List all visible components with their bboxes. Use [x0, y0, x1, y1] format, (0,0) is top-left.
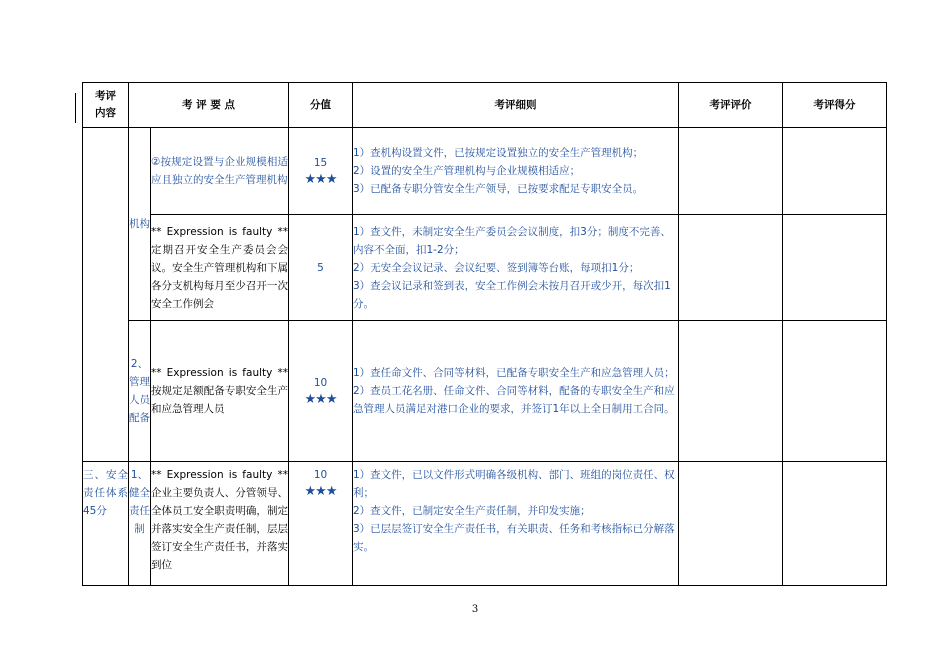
evaluation-table [82, 82, 887, 586]
detail-cell [353, 215, 679, 321]
detail-cell [353, 462, 679, 586]
detail-line: 1）查文件，未制定安全生产委员会会议制度，扣3分；制度不完善、内容不全面，扣1-2分； [353, 225, 671, 256]
table-row [83, 128, 887, 215]
table-row [83, 321, 887, 462]
result-cell[interactable] [783, 215, 887, 321]
header-score: 分值 [289, 83, 353, 128]
result-cell[interactable] [783, 321, 887, 462]
header-evaluation: 考评评价 [679, 83, 783, 128]
score-value: 10 [313, 377, 328, 389]
detail-line: 3）已配备专职分管安全生产领导，已按要求配足专职安全员。 [353, 183, 644, 195]
detail-line: 2）查文件，已制定安全生产责任制，并印发实施； [353, 505, 591, 517]
star-rating: ★★★ [304, 392, 337, 407]
result-cell[interactable] [783, 128, 887, 215]
detail-line: 3）已层层签订安全生产责任书，有关职责、任务和考核指标已分解落实。 [353, 523, 675, 553]
evaluation-point: ** Expression is faulty **按规定足额配备专职安全生产和应急管理人员 [151, 321, 289, 462]
detail-line: 2）查员工花名册、任命文件、合同等材料，配备的专职安全生产和应急管理人员满足对港口企业的要求，并签订1年以上全日制用工合同。 [353, 385, 675, 415]
star-rating: ★★★ [304, 172, 337, 187]
category-cell-empty [83, 128, 129, 462]
sub-item-label: 1、健全责任制 [129, 462, 151, 586]
score-value: 5 [317, 261, 324, 274]
header-content: 考评内容 [83, 83, 129, 128]
score-cell [289, 128, 353, 215]
detail-line: 1）查机构设置文件，已按规定设置独立的安全生产管理机构； [353, 147, 644, 159]
detail-cell [353, 128, 679, 215]
detail-line: 3）查会议记录和签到表，安全工作例会未按月召开或少开，每次扣1分。 [353, 279, 671, 310]
evaluation-cell[interactable] [679, 462, 783, 586]
star-rating: ★★★ [304, 484, 337, 499]
header-details: 考评细则 [353, 83, 679, 128]
category-label: 三、安全责任体系45分 [83, 462, 129, 586]
sub-item-label: 2、管理人员配备 [129, 321, 151, 462]
score-cell [289, 462, 353, 586]
score-value: 15 [313, 157, 328, 169]
detail-line: 2）设置的安全生产管理机构与企业规模相适应； [353, 165, 581, 177]
score-cell [289, 321, 353, 462]
evaluation-point: ** Expression is faulty **企业主要负责人、分管领导、全体员工安全职责明确，制定并落实安全生产责任制，层层签订安全生产责任书，并落实到位 [151, 462, 289, 586]
margin-mark [75, 93, 76, 123]
evaluation-cell[interactable] [679, 128, 783, 215]
detail-line: 2）无安全会议记录、会议纪要、签到簿等台账，每项扣1分； [353, 261, 640, 274]
table-row [83, 215, 887, 321]
sub-item-label: 机构 [129, 128, 151, 321]
score-cell [289, 215, 353, 321]
table-row [83, 462, 887, 586]
detail-line: 1）查文件，已以文件形式明确各级机构、部门、班组的岗位责任、权利； [353, 469, 675, 499]
evaluation-cell[interactable] [679, 321, 783, 462]
detail-line: 1）查任命文件、合同等材料，已配备专职安全生产和应急管理人员； [353, 367, 675, 379]
evaluation-point: ** Expression is faulty **定期召开安全生产委员会会议。安全生产管理机构和下属各分支机构每月至少召开一次安全工作例会 [151, 215, 289, 321]
table-header-row [83, 83, 887, 128]
evaluation-cell[interactable] [679, 215, 783, 321]
page-number: 3 [471, 604, 479, 615]
score-value: 10 [313, 469, 328, 481]
header-result: 考评得分 [783, 83, 887, 128]
result-cell[interactable] [783, 462, 887, 586]
header-points: 考 评 要 点 [129, 83, 289, 128]
evaluation-point: ②按规定设置与企业规模相适应且独立的安全生产管理机构 [151, 128, 289, 215]
detail-cell [353, 321, 679, 462]
